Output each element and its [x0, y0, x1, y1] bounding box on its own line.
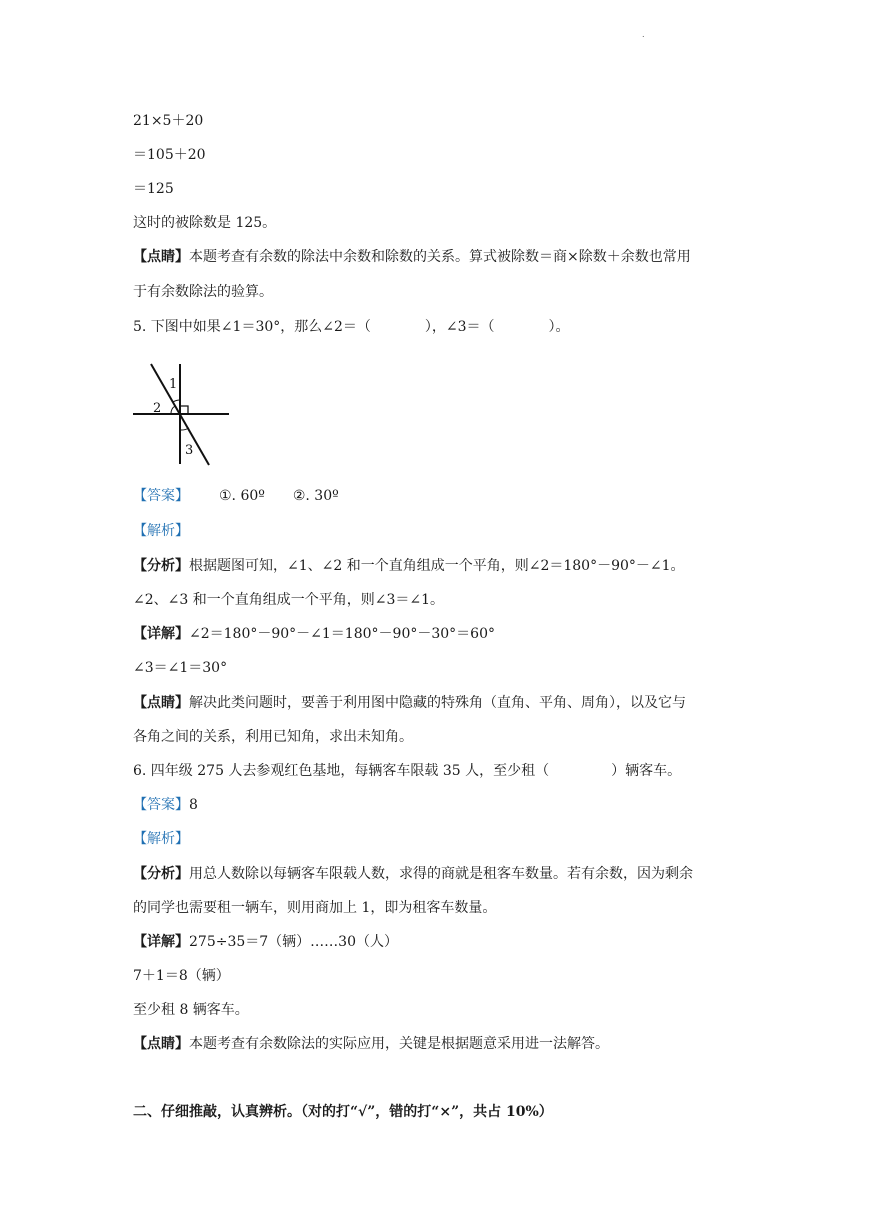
comment-line-2: 于有余数除法的验算。 [133, 284, 273, 300]
answer-5-item-2: ②. 30º [292, 488, 339, 504]
answer-5 [133, 486, 339, 506]
analysis-text: 根据题图可知，∠1、∠2 和一个直角组成一个平角，则∠2＝180°－90°－∠1。 [189, 558, 685, 574]
analysis-label: 【分析】 [133, 866, 189, 882]
question-5-part-a: 5. 下图中如果∠1＝30°，那么∠2＝（ [133, 319, 371, 335]
answer-tag: 【答案】 [133, 797, 189, 813]
angle-figure [133, 360, 243, 470]
detail-label: 【详解】 [133, 626, 189, 642]
answer-tag: 【答案】 [133, 488, 189, 504]
comment-tag: 【点睛】 [133, 695, 189, 711]
section-2-heading: 二、仔细推敲，认真辨析。（对的打“√”，错的打“×”，共占 10%） [133, 1104, 553, 1120]
detail-6-line-1 [133, 932, 398, 952]
question-5 [133, 317, 570, 337]
answer-5-item-1: ①. 60º [219, 488, 265, 504]
calc-line-1: 21×5＋20 [133, 113, 204, 129]
question-6-part-a: 6. 四年级 275 人去参观红色基地，每辆客车限载 35 人，至少租（ [133, 763, 550, 779]
comment-tag: 【点睛】 [133, 1036, 189, 1052]
angle-label-3: 3 [185, 443, 194, 458]
detail-6-line-2: 7＋1＝8（辆） [133, 968, 230, 984]
calc-line-2: ＝105＋20 [133, 147, 206, 163]
detail-label: 【详解】 [133, 934, 189, 950]
question-6 [133, 761, 681, 781]
comment-5-line-1 [133, 693, 686, 713]
detail-6-line-3: 至少租 8 辆客车。 [133, 1002, 249, 1018]
angle-label-1: 1 [169, 377, 178, 392]
angle-1-arc [173, 400, 180, 402]
header-mark: . [642, 30, 645, 39]
comment-text: 本题考查有余数的除法中余数和除数的关系。算式被除数＝商×除数＋余数也常用 [189, 249, 691, 265]
analysis-tag-5: 【解析】 [133, 523, 189, 539]
comment-5-line-2: 各角之间的关系，利用已知角，求出未知角。 [133, 729, 413, 745]
analysis-tag-6: 【解析】 [133, 831, 189, 847]
question-5-part-b: ），∠3＝（ [424, 319, 495, 335]
comment-text: 本题考查有余数除法的实际应用，关键是根据题意采用进一法解答。 [189, 1036, 609, 1052]
analysis-6-line-1 [133, 864, 693, 884]
detail-text: ∠2＝180°－90°－∠1＝180°－90°－30°＝60° [189, 626, 495, 642]
question-5-part-c: ）。 [548, 319, 570, 335]
analysis-text: 用总人数除以每辆客车限载人数，求得的商就是租客车数量。若有余数，因为剩余 [189, 866, 693, 882]
calc-line-3: ＝125 [133, 181, 174, 197]
analysis-5-line-2: ∠2、∠3 和一个直角组成一个平角，则∠3＝∠1。 [133, 592, 444, 608]
analysis-6-line-2: 的同学也需要租一辆车，则用商加上 1，即为租客车数量。 [133, 900, 497, 916]
comment-line-1 [133, 247, 691, 267]
detail-5-line-2: ∠3＝∠1＝30° [133, 660, 228, 676]
detail-5-line-1 [133, 624, 495, 644]
conclusion-line: 这时的被除数是 125。 [133, 215, 277, 231]
answer-6 [133, 795, 198, 815]
analysis-label: 【分析】 [133, 558, 189, 574]
angle-label-2: 2 [153, 401, 162, 416]
detail-text: 275÷35＝7（辆）……30（人） [189, 934, 398, 950]
comment-6-line-1 [133, 1034, 609, 1054]
question-6-part-b: ）辆客车。 [611, 763, 682, 779]
answer-6-value: 8 [189, 797, 198, 813]
comment-text: 解决此类问题时，要善于利用图中隐藏的特殊角（直角、平角、周角），以及它与 [189, 695, 686, 711]
angle-2-arc [171, 406, 175, 414]
comment-tag: 【点睛】 [133, 249, 189, 265]
right-angle-mark [180, 406, 188, 414]
analysis-5-line-1 [133, 556, 685, 576]
